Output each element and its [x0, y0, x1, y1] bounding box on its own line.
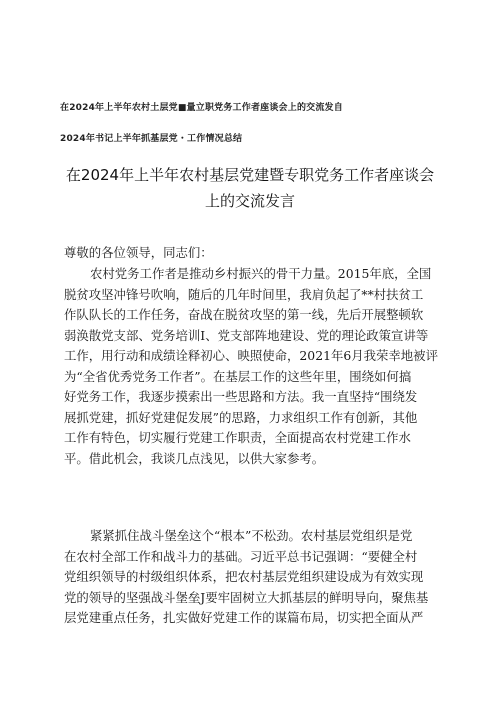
paragraph-line: 展抓党建，抓好党建促发展”的思路，力求组织工作有创新，其他: [64, 409, 418, 425]
paragraph-line: 好党务工作，我逐步摸索出一些思路和方法。我一直坚持“围绕发: [64, 389, 418, 404]
header-line-1: 在2024年上半年农村土层党■量立职党务工作者座谈会上的交流发自: [60, 103, 343, 113]
paragraph-line: 紧紧抓住战斗堡垒这个“根本”不松劲。农村基层党组织是党: [90, 528, 413, 543]
paragraph-line: 作队队长的工作任务，奋战在脱贫攻坚的第一线，先后开展整顿软: [64, 307, 424, 322]
paragraph-line: 平。借此机会，我谈几点浅见，以供大家参考。: [64, 450, 325, 466]
salutation: 尊敬的各位领导，同志们：: [64, 245, 213, 260]
paragraph-line: 农村党务工作者是推动乡村振兴的骨干力量。2015年底，全国: [90, 266, 432, 281]
paragraph-line: 工作，用行动和成绩诠释初心、映照使命，2021年6月我荣幸地被评: [64, 348, 438, 363]
document-title-line-2: 上的交流发言: [204, 192, 295, 210]
paragraph-line: 工作有特色，切实履行党建工作职责，全面提高农村党建工作水: [64, 430, 411, 445]
paragraph-line: 为“全省优秀党务工作者”。在基层工作的这些年里，围绕如何搞: [64, 368, 412, 384]
paragraph-2: [64, 526, 444, 629]
paragraph-line: 弱涣散党支部、党务培训I、党支部阵地建设、党的理论政策宣讲等: [64, 327, 429, 343]
document-title-line-1: 在2024年上半年农村基层党建暨专职党务工作者座谈会: [65, 166, 435, 184]
paragraph-line: 脱贫攻坚冲锋号吹响，随后的几年时间里，我肩负起了**村扶贫工: [64, 286, 424, 302]
paragraph-line: 层党建重点任务，扎实做好党建工作的谋篇布局，切实把全面从严: [64, 610, 424, 625]
paragraph-line: 党的领导的坚强战斗堡垒J要牢固树立大抓基层的鲜明导向，聚焦基: [64, 589, 429, 605]
header-line-2: 2024年书记上半年抓基层党・工作情况总结: [60, 134, 243, 144]
paragraph-line: 党组织领导的村级组织体系，把农村基层党组织建设成为有效实现: [64, 569, 424, 584]
paragraph-1: [64, 264, 444, 469]
paragraph-line: 在农村全部工作和战斗力的基础。习近平总书记强调：“要健全村: [64, 548, 418, 564]
